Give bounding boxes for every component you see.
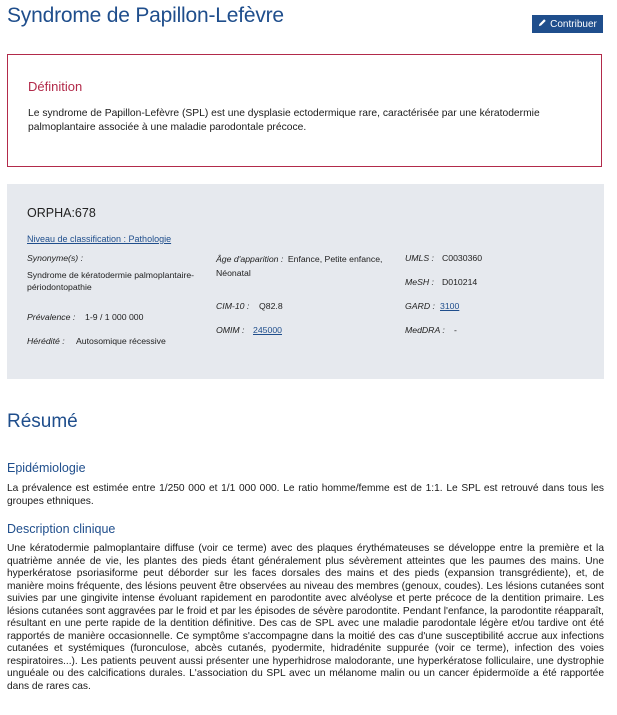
onset-field	[216, 252, 386, 279]
mesh-label: MeSH :	[405, 277, 434, 287]
omim-label: OMIM :	[216, 325, 245, 335]
contribute-label: Contribuer	[550, 18, 597, 30]
umls-value: C0030360	[442, 253, 483, 263]
contribute-button[interactable]	[532, 15, 603, 33]
prevalence-value: 1-9 / 1 000 000	[85, 312, 144, 322]
clinical-description-text: Une kératodermie palmoplantaire diffuse (voir ce terme) avec des plaques érythémateuses se développe entre la première et la quatrième année de vie, les plantes des pieds étant généralement plus sévèrement atteintes que les paumes des mains. Une hyperkératose psoriasiforme peut déborder sur les faces dorsales des mains et des pieds (expansion transgrédiente), et, de manière moins fréquente, des lésions peuvent être observées au niveau des membres (genoux, coudes). Les lésions cutanées sont suivies par une gingivite intense évoluant rapidement en parodontite avec alvéolyse et perte précoce de la dentition primaire. Les lésions cutanées sont aggravées par le froid et par les épisodes de sévère parodontite. Pendant l'enfance, la parodontite réapparaît, résultant en une perte rapide de la dentition définitive. Des cas de SPL avec une maladie parodontale légère et/ou tardive ont été rapportés de manière occasionnelle. Ce symptôme s'accompagne dans la moitié des cas d'une susceptibilité accrue aux infections cutanées et systémiques (furonculose, abcès cutanés, pyodermite, hidradénite suppurée (voir ce terme), infection des voies respiratoires...). Les patients peuvent aussi présenter une hyperhidrose malodorante, une hyperkératose folliculaire, une dystrophie unguéale ou des calcifications durales. L'association du SPL avec un mélanome malin ou un cancer épidermoïde a été rapportée dans de rares cas.	[7, 543, 604, 692]
synonyms-value: Syndrome de kératodermie palmoplantaire-périodontopathie	[27, 270, 195, 292]
definition-box	[7, 54, 602, 167]
orpha-code: ORPHA:678	[27, 206, 96, 220]
disease-info-panel	[7, 184, 604, 379]
epidemiology-text: La prévalence est estimée entre 1/250 000 et 1/1 000 000. Le ratio homme/femme est de 1:1. Le SPL est retrouvé dans tous les groupes ethniques.	[7, 483, 604, 507]
meddra-label: MedDRA :	[405, 325, 445, 335]
definition-heading: Définition	[28, 79, 83, 94]
umls-label: UMLS :	[405, 253, 434, 263]
summary-heading: Résumé	[7, 411, 78, 432]
cim10-value: Q82.8	[259, 301, 283, 311]
gard-link[interactable]: 3100	[440, 301, 460, 311]
onset-value: Enfance, Petite enfance, Néonatal	[216, 254, 383, 278]
synonyms-label: Synonyme(s) :	[27, 253, 84, 263]
page-title: Syndrome de Papillon-Lefèvre	[7, 4, 284, 27]
definition-text: Le syndrome de Papillon-Lefèvre (SPL) est une dysplasie ectodermique rare, caractérisée par une kératodermie palmoplantaire associée à une maladie parodontale précoce.	[28, 108, 540, 133]
pencil-icon	[538, 18, 547, 30]
mesh-value: D010214	[442, 277, 478, 287]
clinical-description-heading: Description clinique	[7, 522, 116, 536]
omim-link[interactable]: 245000	[253, 325, 282, 335]
onset-label: Âge d'apparition :	[216, 254, 284, 264]
prevalence-label: Prévalence :	[27, 312, 76, 322]
meddra-value: -	[454, 325, 457, 335]
heredity-label: Hérédité :	[27, 336, 65, 346]
classification-link[interactable]: Niveau de classification : Pathologie	[27, 234, 172, 244]
epidemiology-heading: Epidémiologie	[7, 461, 86, 475]
heredity-value: Autosomique récessive	[76, 336, 166, 346]
cim10-label: CIM-10 :	[216, 301, 250, 311]
gard-label: GARD :	[405, 301, 435, 311]
